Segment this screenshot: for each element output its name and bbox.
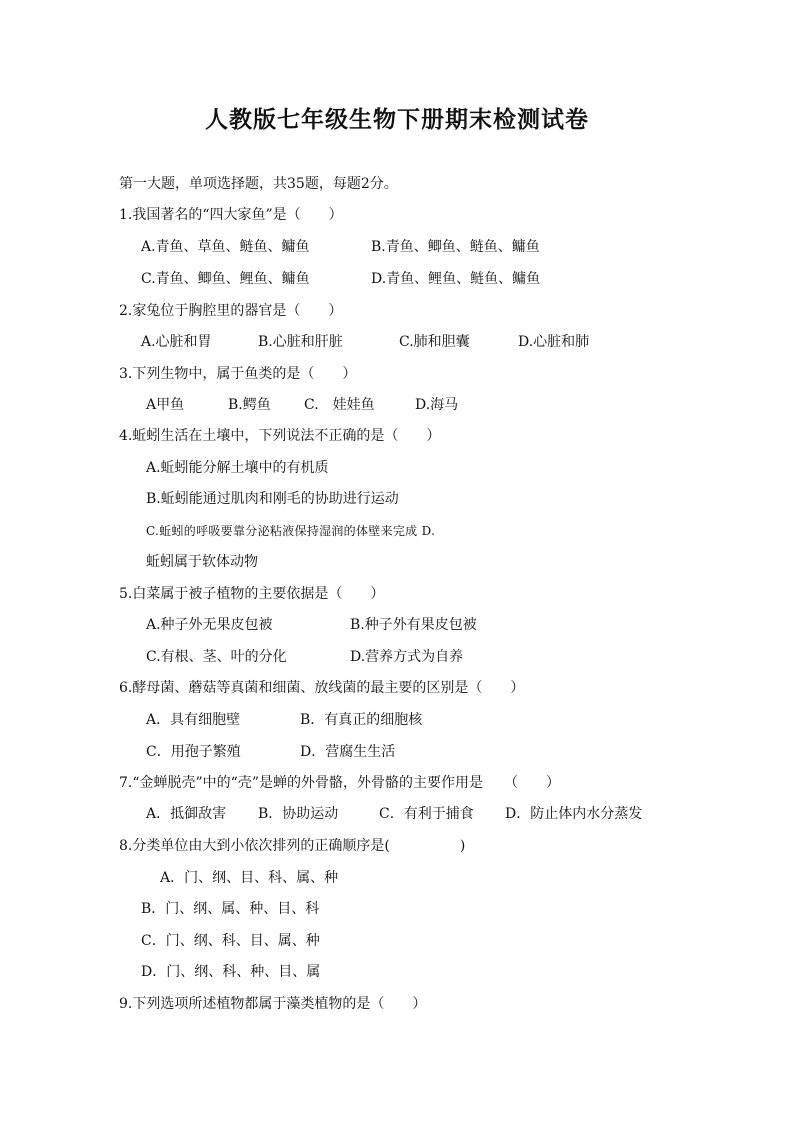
- question-5-stem: 5.白菜属于被子植物的主要依据是（ ）: [119, 586, 385, 602]
- question-2-option-a: A.心脏和胃: [141, 334, 212, 350]
- question-3-option-d: D.海马: [415, 397, 459, 413]
- question-4-option-a: A.蚯蚓能分解土壤中的有机质: [146, 460, 329, 476]
- question-3-stem: 3.下列生物中，属于鱼类的是（ ）: [119, 366, 357, 382]
- question-4-option-c: C.蚯蚓的呼吸要靠分泌粘液保持湿润的体壁来完成 D.: [146, 524, 436, 538]
- question-1-option-b: B.青鱼、鲫鱼、鲢鱼、鳙鱼: [371, 239, 540, 255]
- question-7-option-a: A．抵御敌害: [146, 806, 227, 822]
- question-6-stem: 6.酵母菌、蘑菇等真菌和细菌、放线菌的最主要的区别是（ ）: [119, 680, 525, 696]
- question-6-option-a: A．具有细胞壁: [146, 712, 241, 728]
- question-7-stem: 7.“金蝉脱壳”中的“壳”是蝉的外骨骼，外骨骼的主要作用是 （ ）: [119, 775, 560, 791]
- question-4-option-d: 蚯蚓属于软体动物: [146, 554, 258, 570]
- question-8-option-a: A．门、纲、目、科、属、种: [160, 870, 339, 886]
- question-5-option-a: A.种子外无果皮包被: [146, 617, 273, 633]
- question-2-option-c: C.肺和胆囊: [399, 334, 470, 350]
- question-6-option-b: B．有真正的细胞核: [300, 712, 423, 728]
- question-8-option-d: D．门、纲、科、种、目、属: [141, 964, 321, 980]
- question-1-option-d: D.青鱼、鲤鱼、鲢鱼、鳙鱼: [371, 271, 541, 287]
- question-8-option-c: C．门、纲、科、目、属、种: [141, 933, 320, 949]
- page-title: 人教版七年级生物下册期末检测试卷: [205, 106, 589, 133]
- question-3-option-c: C. 娃娃鱼: [304, 397, 375, 413]
- question-1-option-a: A.青鱼、草鱼、鲢鱼、鳙鱼: [141, 239, 310, 255]
- question-6-option-c: C．用孢子繁殖: [146, 744, 241, 760]
- question-7-option-c: C．有利于捕食: [379, 806, 474, 822]
- question-7-option-d: D．防止体内水分蒸发: [505, 806, 643, 822]
- question-4-option-b: B.蚯蚓能通过肌肉和刚毛的协助进行运动: [146, 491, 399, 507]
- question-1-stem: 1.我国著名的“四大家鱼”是（ ）: [119, 207, 343, 223]
- question-7-option-b: B．协助运动: [258, 806, 339, 822]
- question-3-option-b: B.鳄鱼: [228, 397, 271, 413]
- question-2-option-d: D.心脏和肺: [518, 334, 590, 350]
- question-1-option-c: C.青鱼、鲫鱼、鲤鱼、鳙鱼: [141, 271, 310, 287]
- question-3-option-a: A甲鱼: [146, 397, 185, 413]
- question-5-option-d: D.营养方式为自养: [350, 649, 464, 665]
- question-4-stem: 4.蚯蚓生活在土壤中，下列说法不正确的是（ ）: [119, 428, 441, 444]
- question-5-option-c: C.有根、茎、叶的分化: [146, 649, 287, 665]
- question-5-option-b: B.种子外有果皮包被: [350, 617, 477, 633]
- question-9-stem: 9.下列选项所述植物都属于藻类植物的是（ ）: [119, 996, 427, 1012]
- question-8-stem: 8.分类单位由大到小依次排列的正确顺序是( ): [119, 838, 466, 854]
- question-2-stem: 2.家兔位于胸腔里的器官是（ ）: [119, 303, 343, 319]
- question-6-option-d: D．营腐生生活: [300, 744, 396, 760]
- question-2-option-b: B.心脏和肝脏: [258, 334, 343, 350]
- section-heading: 第一大题，单项选择题，共35题，每题2分。: [119, 176, 398, 192]
- question-8-option-b: B．门、纲、属、种、目、科: [141, 901, 320, 917]
